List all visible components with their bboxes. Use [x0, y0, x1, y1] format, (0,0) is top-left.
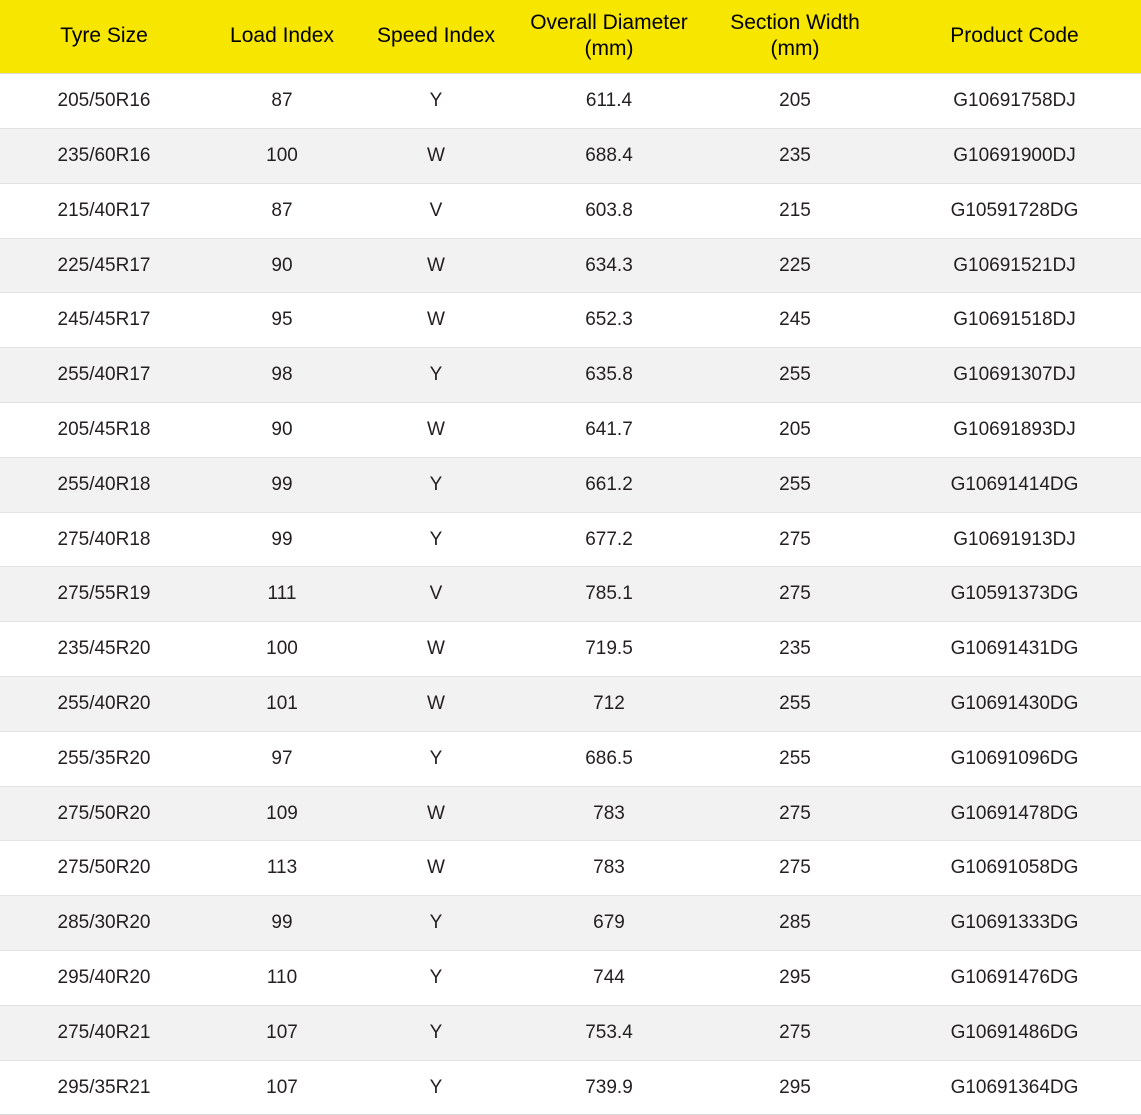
table-cell: Y	[356, 896, 516, 951]
table-header-row	[0, 0, 1141, 74]
table-cell: 611.4	[516, 74, 702, 129]
column-header-label: Load Index	[230, 23, 334, 47]
table-row	[0, 183, 1141, 238]
table-cell: 686.5	[516, 731, 702, 786]
column-header-unit: (mm)	[770, 36, 820, 60]
table-cell: 295	[702, 1060, 888, 1115]
table-cell: 275/50R20	[0, 841, 208, 896]
column-header-label: Tyre Size	[60, 23, 148, 47]
table-cell: 285	[702, 896, 888, 951]
table-cell: 255/35R20	[0, 731, 208, 786]
table-cell: 255	[702, 731, 888, 786]
table-row	[0, 403, 1141, 458]
table-row	[0, 622, 1141, 677]
table-cell: G10591373DG	[888, 567, 1141, 622]
table-cell: 255/40R17	[0, 348, 208, 403]
table-cell: 255	[702, 348, 888, 403]
table-cell: 634.3	[516, 238, 702, 293]
table-cell: G10691893DJ	[888, 403, 1141, 458]
table-cell: 205	[702, 74, 888, 129]
table-cell: 100	[208, 129, 356, 184]
table-cell: Y	[356, 512, 516, 567]
table-cell: 255/40R20	[0, 676, 208, 731]
table-cell: 753.4	[516, 1005, 702, 1060]
table-cell: 87	[208, 183, 356, 238]
table-cell: 783	[516, 841, 702, 896]
table-cell: 255/40R18	[0, 457, 208, 512]
table-cell: 275/40R18	[0, 512, 208, 567]
table-row	[0, 293, 1141, 348]
table-cell: 107	[208, 1060, 356, 1115]
table-cell: V	[356, 183, 516, 238]
table-cell: 255	[702, 676, 888, 731]
table-cell: 603.8	[516, 183, 702, 238]
column-header-label: Overall Diameter	[530, 11, 688, 34]
table-cell: W	[356, 293, 516, 348]
table-cell: 275	[702, 1005, 888, 1060]
column-header-unit: (mm)	[584, 36, 634, 60]
table-body	[0, 74, 1141, 1115]
table-cell: Y	[356, 731, 516, 786]
table-cell: W	[356, 403, 516, 458]
table-cell: 99	[208, 457, 356, 512]
table-row	[0, 348, 1141, 403]
table-row	[0, 841, 1141, 896]
table-row	[0, 129, 1141, 184]
table-cell: 95	[208, 293, 356, 348]
table-row	[0, 457, 1141, 512]
table-cell: 225	[702, 238, 888, 293]
table-cell: 712	[516, 676, 702, 731]
table-cell: W	[356, 238, 516, 293]
table-cell: 215	[702, 183, 888, 238]
table-cell: G10691414DG	[888, 457, 1141, 512]
table-cell: 275	[702, 786, 888, 841]
table-cell: 783	[516, 786, 702, 841]
column-header-0	[0, 0, 208, 74]
table-cell: 785.1	[516, 567, 702, 622]
table-cell: G10691096DG	[888, 731, 1141, 786]
column-header-2	[356, 0, 516, 74]
table-cell: 111	[208, 567, 356, 622]
table-cell: 295/35R21	[0, 1060, 208, 1115]
table-cell: G10691431DG	[888, 622, 1141, 677]
table-cell: Y	[356, 457, 516, 512]
table-cell: 744	[516, 950, 702, 1005]
table-cell: G10691430DG	[888, 676, 1141, 731]
table-cell: 109	[208, 786, 356, 841]
table-cell: Y	[356, 950, 516, 1005]
table-cell: 245/45R17	[0, 293, 208, 348]
table-cell: 275/50R20	[0, 786, 208, 841]
table-row	[0, 950, 1141, 1005]
table-cell: W	[356, 841, 516, 896]
table-cell: 652.3	[516, 293, 702, 348]
table-cell: 739.9	[516, 1060, 702, 1115]
table-cell: G10691913DJ	[888, 512, 1141, 567]
table-cell: G10691478DG	[888, 786, 1141, 841]
table-row	[0, 731, 1141, 786]
table-cell: G10691058DG	[888, 841, 1141, 896]
table-cell: G10691900DJ	[888, 129, 1141, 184]
table-row	[0, 1060, 1141, 1115]
table-cell: 235/45R20	[0, 622, 208, 677]
table-cell: 205/45R18	[0, 403, 208, 458]
table-row	[0, 567, 1141, 622]
table-cell: 635.8	[516, 348, 702, 403]
table-cell: 110	[208, 950, 356, 1005]
table-cell: 245	[702, 293, 888, 348]
table-cell: G10691307DJ	[888, 348, 1141, 403]
table-cell: Y	[356, 1060, 516, 1115]
table-cell: W	[356, 622, 516, 677]
column-header-4	[702, 0, 888, 74]
table-cell: 719.5	[516, 622, 702, 677]
table-row	[0, 676, 1141, 731]
table-cell: 107	[208, 1005, 356, 1060]
table-cell: Y	[356, 348, 516, 403]
table-row	[0, 786, 1141, 841]
table-row	[0, 896, 1141, 951]
table-cell: 99	[208, 896, 356, 951]
table-cell: G10691476DG	[888, 950, 1141, 1005]
table-cell: G10591728DG	[888, 183, 1141, 238]
column-header-label: Product Code	[950, 23, 1079, 47]
column-header-1	[208, 0, 356, 74]
table-cell: 100	[208, 622, 356, 677]
table-cell: 90	[208, 403, 356, 458]
column-header-label: Speed Index	[377, 23, 495, 47]
table-cell: W	[356, 129, 516, 184]
table-cell: 235	[702, 129, 888, 184]
table-cell: 285/30R20	[0, 896, 208, 951]
table-cell: 677.2	[516, 512, 702, 567]
table-cell: 661.2	[516, 457, 702, 512]
table-cell: G10691518DJ	[888, 293, 1141, 348]
table-cell: 235/60R16	[0, 129, 208, 184]
table-cell: 215/40R17	[0, 183, 208, 238]
table-cell: 235	[702, 622, 888, 677]
table-cell: 275	[702, 841, 888, 896]
table-row	[0, 238, 1141, 293]
column-header-5	[888, 0, 1141, 74]
table-cell: G10691364DG	[888, 1060, 1141, 1115]
table-cell: 225/45R17	[0, 238, 208, 293]
column-header-label: Section Width	[730, 11, 860, 34]
table-cell: G10691758DJ	[888, 74, 1141, 129]
table-cell: 101	[208, 676, 356, 731]
table-cell: G10691333DG	[888, 896, 1141, 951]
table-row	[0, 512, 1141, 567]
table-cell: 98	[208, 348, 356, 403]
table-cell: W	[356, 676, 516, 731]
table-cell: 295	[702, 950, 888, 1005]
table-cell: Y	[356, 1005, 516, 1060]
table-cell: 113	[208, 841, 356, 896]
table-cell: Y	[356, 74, 516, 129]
table-cell: 99	[208, 512, 356, 567]
table-cell: 90	[208, 238, 356, 293]
table-cell: 275/40R21	[0, 1005, 208, 1060]
table-cell: 295/40R20	[0, 950, 208, 1005]
table-cell: 255	[702, 457, 888, 512]
table-cell: 87	[208, 74, 356, 129]
table-cell: 275	[702, 567, 888, 622]
table-cell: 275	[702, 512, 888, 567]
table-row	[0, 1005, 1141, 1060]
table-cell: 205/50R16	[0, 74, 208, 129]
table-row	[0, 74, 1141, 129]
table-cell: 205	[702, 403, 888, 458]
table-cell: 641.7	[516, 403, 702, 458]
table-cell: 688.4	[516, 129, 702, 184]
table-cell: 97	[208, 731, 356, 786]
table-cell: V	[356, 567, 516, 622]
table-cell: 679	[516, 896, 702, 951]
table-cell: G10691521DJ	[888, 238, 1141, 293]
table-cell: 275/55R19	[0, 567, 208, 622]
table-cell: G10691486DG	[888, 1005, 1141, 1060]
column-header-3	[516, 0, 702, 74]
table-cell: W	[356, 786, 516, 841]
table-header	[0, 0, 1141, 74]
